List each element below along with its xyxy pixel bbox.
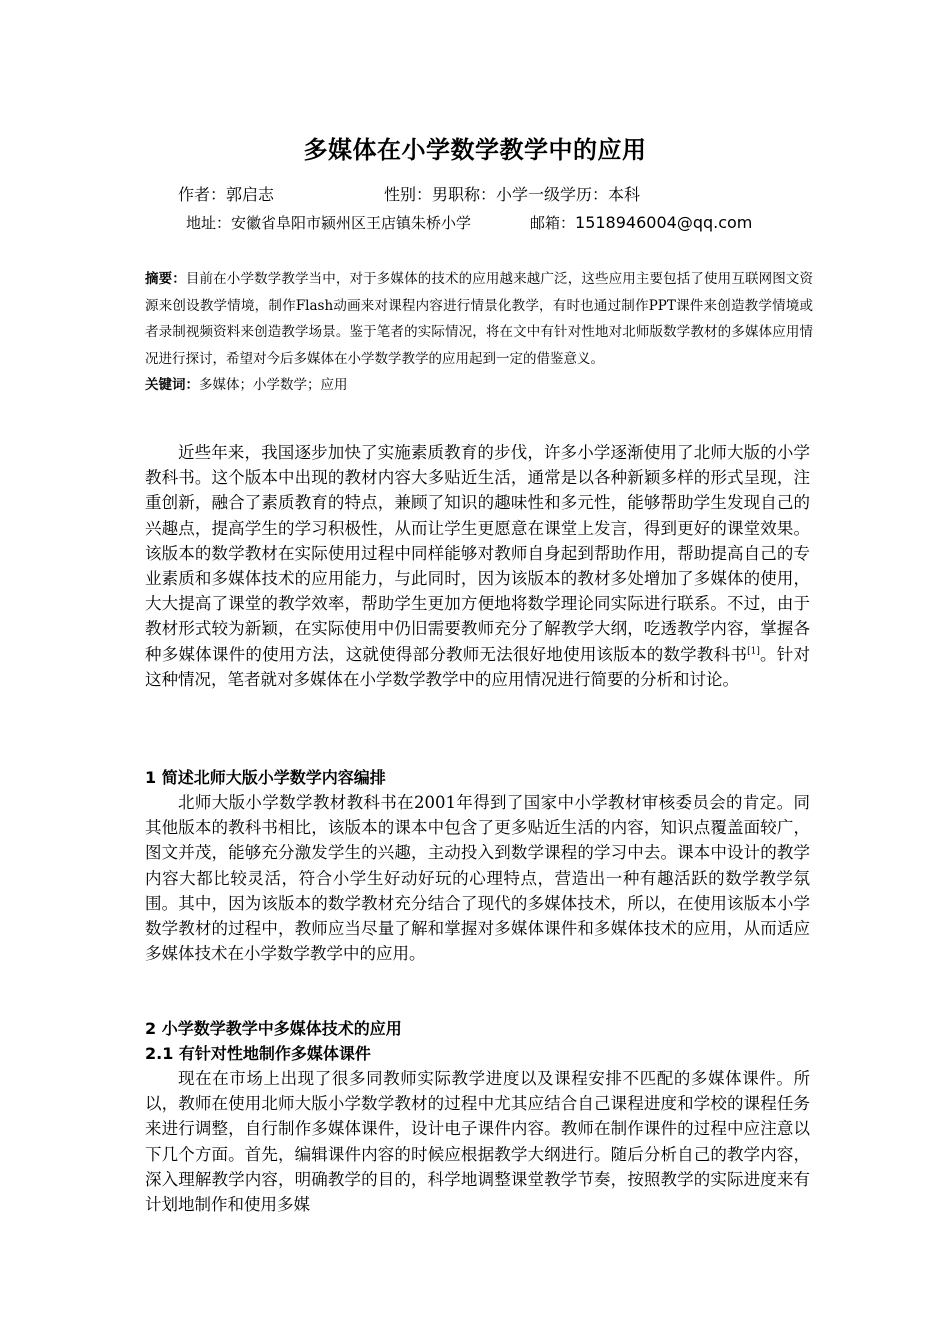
intro-paragraph — [145, 440, 810, 692]
address-line: 地址：安徽省阜阳市颍州区王店镇朱桥小学 — [186, 214, 472, 232]
author-line: 作者：郭启志 — [178, 185, 275, 204]
section-1-heading: 1 简述北师大版小学数学内容编排 — [145, 768, 386, 787]
email-address: 1518946004@qq.com — [575, 213, 753, 232]
section-2-heading: 2 小学数学教学中多媒体技术的应用 — [145, 1019, 402, 1038]
section-2-1-paragraph: 现在在市场上出现了很多同教师实际教学进度以及课程安排不匹配的多媒体课件。所以，教师在使用北师大版小学数学教材的过程中尤其应结合自己课程进度和学校的课程任务来进行调整，自行制作多媒体课件，设计电子课件内容。教师在制作课件的过程中应注意以下几个方面。首先，编辑课件内容的时候应根据教学大纲进行。随后分析自己的教学内容，深入理解教学内容，明确教学的目的，科学地调整课堂教学节奏，按照教学的实际进度来有计划地制作和使用多媒 — [145, 1069, 810, 1215]
abstract-label: 摘要： — [145, 271, 186, 287]
abstract-block — [145, 266, 813, 399]
paper-title: 多媒体在小学数学教学中的应用 — [303, 136, 647, 164]
gender-title-education: 性别：男职称：小学一级学历：本科 — [384, 185, 641, 204]
email-label: 邮箱： — [530, 214, 576, 232]
email-line — [530, 212, 752, 233]
abstract-text: 目前在小学数学教学当中，对于多媒体的技术的应用越来越广泛，这些应用主要包括了使用互联网图文资源来创设教学情境，制作Flash动画来对课程内容进行情景化教学，有时也通过制作PPT课件来创造教学情境或者录制视频资料来创造教学场景。鉴于笔者的实际情况，将在文中有针对性地对北师版数学教材的多媒体应用情况进行探讨，希望对今后多媒体在小学数学教学的应用起到一定的借鉴意义。 — [145, 271, 813, 367]
keywords-text: 多媒体；小学数学；应用 — [199, 377, 348, 393]
intro-text: 近些年来，我国逐步加快了实施素质教育的步伐，许多小学逐渐使用了北师大版的小学教科书。这个版本中出现的教材内容大多贴近生活，通常是以各种新颖多样的形式呈现，注重创新，融合了素质教育的特点，兼顾了知识的趣味性和多元性，能够帮助学生发现自己的兴趣点，提高学生的学习积极性，从而让学生更愿意在课堂上发言，得到更好的课堂效果。该版本的数学教材在实际使用过程中同样能够对教师自身起到帮助作用，帮助提高自己的专业素质和多媒体技术的应用能力，与此同时，因为该版本的教材多处增加了多媒体的使用，大大提高了课堂的教学效率，帮助学生更加方便地将数学理论同实际进行联系。不过，由于教材形式较为新颖，在实际使用中仍旧需要教师充分了解教学大纲，吃透教学内容，掌握各种多媒体课件的使用方法，这就使得部分教师无法很好地使用该版本的数学教科书 — [145, 443, 810, 664]
section-2-1-heading: 2.1 有针对性地制作多媒体课件 — [145, 1044, 371, 1063]
intro-text-end: 。针对这种情况，笔者就对多媒体在小学数学教学中的应用情况进行简要的分析和讨论。 — [145, 644, 811, 689]
keywords-line — [145, 372, 813, 399]
abstract-paragraph — [145, 266, 813, 372]
keywords-label: 关键词： — [145, 377, 199, 393]
section-1-paragraph: 北师大版小学数学教材教科书在2001年得到了国家中小学教材审核委员会的肯定。同其他版本的教科书相比，该版本的课本中包含了更多贴近生活的内容，知识点覆盖面较广，图文并茂，能够充分激发学生的兴趣，主动投入到数学课程的学习中去。课本中设计的教学内容大都比较灵活，符合小学生好动好玩的心理特点，营造出一种有趣活跃的数学教学氛围。其中，因为该版本的数学教材充分结合了现代的多媒体技术，所以，在使用该版本小学数学教材的过程中，教师应当尽量了解和掌握对多媒体课件和多媒体技术的应用，从而适应多媒体技术在小学数学教学中的应用。 — [145, 793, 810, 964]
citation-ref: [1] — [747, 646, 760, 657]
